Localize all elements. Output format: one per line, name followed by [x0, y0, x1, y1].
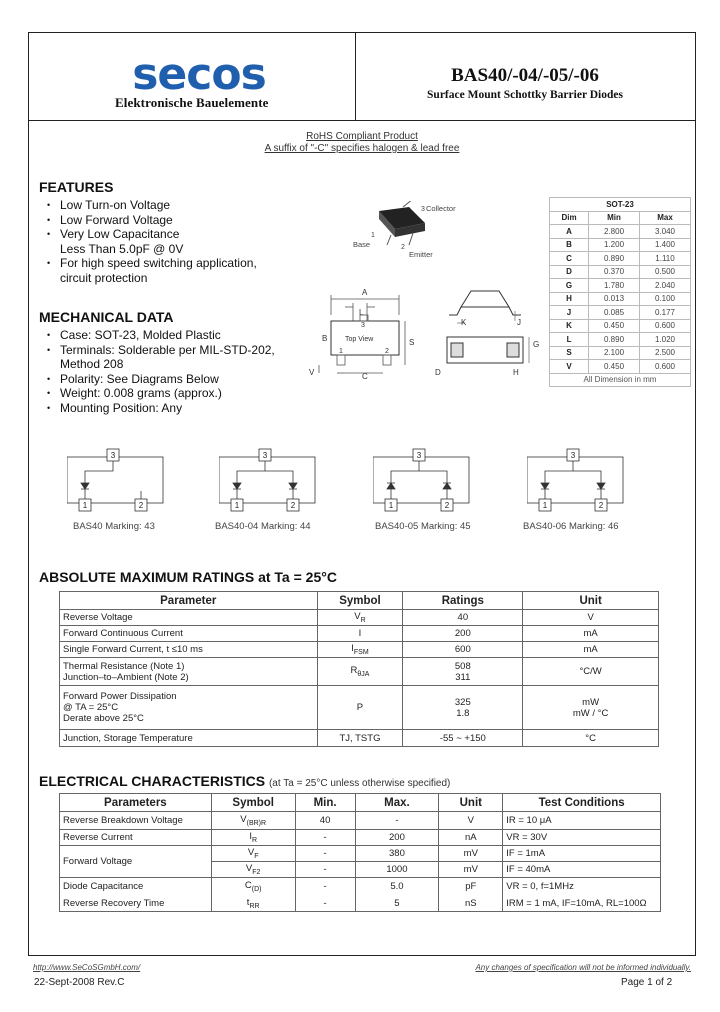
features-list — [39, 198, 257, 285]
dim-label-s: S — [409, 338, 415, 347]
feature-item: • Low Turn-on Voltage — [39, 198, 257, 213]
dim-label-k: K — [461, 318, 467, 327]
pin2-label: 2 — [401, 244, 405, 251]
table-row: Junction, Storage Temperature TJ, TSTG -55 ~ +150 °C — [60, 730, 659, 747]
abs-header: Ratings — [403, 592, 523, 610]
table-row: G 1.780 2.040 — [550, 279, 691, 293]
abs-header: Symbol — [317, 592, 403, 610]
table-row: Forward Continuous Current I 200 mA — [60, 626, 659, 642]
dim-label-g: G — [533, 340, 539, 349]
dims-header: Max — [639, 211, 690, 225]
circuit-bas40 — [67, 443, 167, 517]
dimensions-table — [549, 197, 691, 387]
mechanical-item: • Mounting Position: Any — [39, 401, 275, 416]
table-row: B 1.200 1.400 — [550, 238, 691, 252]
mechanical-item: • Terminals: Solderable per MIL-STD-202, — [39, 343, 275, 358]
dims-package: SOT-23 — [550, 198, 691, 212]
table-row: Reverse Recovery Time $t_{RR}$ - 5 nS IRM = 1 mA, IF=10mA, RL=100Ω — [60, 896, 661, 912]
collector-label: Collector — [426, 204, 456, 213]
feature-item: circuit protection — [60, 270, 148, 285]
abs-header: Unit — [523, 592, 659, 610]
rohs-line-1: RoHS Compliant Product — [306, 131, 418, 142]
circuit-bas40-06 — [527, 443, 627, 517]
rohs-line-2: A suffix of "-C" specifies halogen & lead free — [264, 143, 460, 154]
footer-note: Any changes of specification will not be informed individually. — [475, 963, 691, 972]
feature-item: • Very Low Capacitance — [39, 227, 257, 242]
svg-text:2: 2 — [138, 501, 144, 510]
footer-url-link[interactable]: http://www.SeCoSGmbH.com/ — [33, 963, 141, 972]
logo-subtitle: Elektronische Bauelemente — [115, 95, 269, 110]
dim-label-d: D — [435, 368, 441, 377]
table-row: Forward Voltage $V_F$ - 380 mV IF = 1mA — [60, 846, 661, 862]
datasheet-page — [28, 32, 696, 972]
package-top-view-drawing — [305, 285, 415, 381]
table-row: L 0.890 1.020 — [550, 333, 691, 347]
top-pin3: 3 — [361, 322, 365, 329]
svg-text:secos: secos — [132, 55, 266, 95]
mechanical-title: MECHANICAL DATA — [39, 309, 174, 325]
svg-text:1: 1 — [388, 501, 394, 510]
dims-caption: All Dimension in mm — [550, 373, 691, 387]
package-3d-drawing — [341, 201, 461, 271]
dims-header: Dim — [550, 211, 589, 225]
table-row: J 0.085 0.177 — [550, 306, 691, 320]
abs-max-table — [59, 591, 659, 747]
part-description: Surface Mount Schottky Barrier Diodes — [427, 89, 623, 101]
table-row: K 0.450 0.600 — [550, 319, 691, 333]
mechanical-item: Method 208 — [60, 357, 124, 371]
table-row: Forward Power Dissipation @ TA = 25°C Derate above 25°C P 325 1.8 mW mW / °C — [60, 686, 659, 730]
table-row: Reverse Breakdown Voltage $V_{(BR)R}$ 40 - V IR = 10 μA — [60, 812, 661, 830]
circuit-bas40-04 — [219, 443, 319, 517]
svg-text:2: 2 — [444, 501, 450, 510]
feature-item: • For high speed switching application, — [39, 256, 257, 271]
elec-table: Parameters Symbol Min. Max. Unit Test Conditions Reverse Breakdown Voltage $V_{(BR)R}$ 40 - V IR = 10 μA Reverse Current $I_R$ - 200 nA VR = 30V Forward Voltage $V_F$ - 380 mV IF = 1mA $V_{F2}$ - 1000 mV IF = 40mA Diode Capacitance $C_{(D)}$ - 5.0 pF VR = 0, f=1MHz Reverse Recovery Time $t_{RR}$ - 5 nS IRM = 1 mA, IF=10mA, RL=100Ω — [59, 793, 661, 912]
svg-text:3: 3 — [416, 451, 422, 460]
dim-label-a: A — [362, 288, 368, 297]
top-pin1: 1 — [339, 348, 343, 355]
svg-text:2: 2 — [290, 501, 296, 510]
mechanical-list — [39, 328, 275, 415]
mechanical-item: • Case: SOT-23, Molded Plastic — [39, 328, 275, 343]
svg-text:1: 1 — [82, 501, 88, 510]
table-row: $V_{F2}$ - 1000 mV IF = 40mA — [60, 862, 661, 878]
features-title: FEATURES — [39, 179, 114, 195]
dim-label-h: H — [513, 368, 519, 377]
table-row: S 2.100 2.500 — [550, 346, 691, 360]
elec-title: ELECTRICAL CHARACTERISTICS (at Ta = 25°C unless otherwise specified) — [39, 773, 451, 789]
base-label: Base — [353, 240, 371, 249]
svg-text:3: 3 — [570, 451, 576, 460]
emitter-label: Emitter — [409, 250, 433, 259]
dim-label-c: C — [362, 372, 368, 381]
table-row: D 0.370 0.500 — [550, 265, 691, 279]
table-row: A 2.800 3.040 — [550, 225, 691, 239]
table-row: Diode Capacitance $C_{(D)}$ - 5.0 pF VR = 0, f=1MHz — [60, 878, 661, 896]
circuit-bas40-05 — [373, 443, 473, 517]
marking-bas40-04: BAS40-04 Marking: 44 — [215, 521, 311, 532]
pin3-label: 3 — [421, 206, 425, 213]
dim-label-v: V — [309, 368, 315, 377]
marking-bas40: BAS40 Marking: 43 — [73, 521, 155, 532]
svg-text:1: 1 — [542, 501, 548, 510]
svg-text:3: 3 — [110, 451, 116, 460]
feature-item: Less Than 5.0pF @ 0V — [60, 241, 184, 256]
dim-label-b: B — [322, 334, 328, 343]
table-row: V 0.450 0.600 — [550, 360, 691, 374]
top-view-label: Top View — [345, 336, 374, 343]
feature-item: • Low Forward Voltage — [39, 213, 257, 228]
header — [29, 33, 695, 121]
dim-label-j: J — [517, 318, 521, 327]
svg-text:3: 3 — [262, 451, 268, 460]
svg-text:1: 1 — [234, 501, 240, 510]
mechanical-item: • Polarity: See Diagrams Below — [39, 372, 275, 387]
secos-logo — [119, 55, 279, 95]
table-row: Reverse Voltage $V_R$ 40 V — [60, 610, 659, 626]
table-row: C 0.890 1.110 — [550, 252, 691, 266]
table-row: H 0.013 0.100 — [550, 292, 691, 306]
dims-header: Min — [589, 211, 640, 225]
abs-header: Parameter — [60, 592, 318, 610]
page-number: Page 1 of 2 — [621, 977, 673, 988]
revision-date: 22-Sept-2008 Rev.C — [34, 977, 125, 988]
table-row: Reverse Current $I_R$ - 200 nA VR = 30V — [60, 830, 661, 846]
table-row: Thermal Resistance (Note 1) Junction–to–Ambient (Note 2) $R_{\theta JA}$ 508 311 °C/W — [60, 658, 659, 686]
part-number: BAS40/-04/-05/-06 — [451, 65, 599, 86]
pin1-label: 1 — [371, 232, 375, 239]
elec-subtitle: (at Ta = 25°C unless otherwise specified) — [268, 778, 451, 789]
table-row: Single Forward Current, t ≤10 ms $I_{FSM}$ 600 mA — [60, 642, 659, 658]
svg-text:2: 2 — [598, 501, 604, 510]
marking-bas40-05: BAS40-05 Marking: 45 — [375, 521, 471, 532]
abs-max-title: ABSOLUTE MAXIMUM RATINGS at Ta = 25°C — [39, 569, 337, 585]
top-pin2: 2 — [385, 348, 389, 355]
mechanical-item: • Weight: 0.008 grams (approx.) — [39, 386, 275, 401]
package-side-view-drawing — [429, 281, 539, 381]
dim-label-l: L — [359, 308, 364, 317]
marking-bas40-06: BAS40-06 Marking: 46 — [523, 521, 619, 532]
